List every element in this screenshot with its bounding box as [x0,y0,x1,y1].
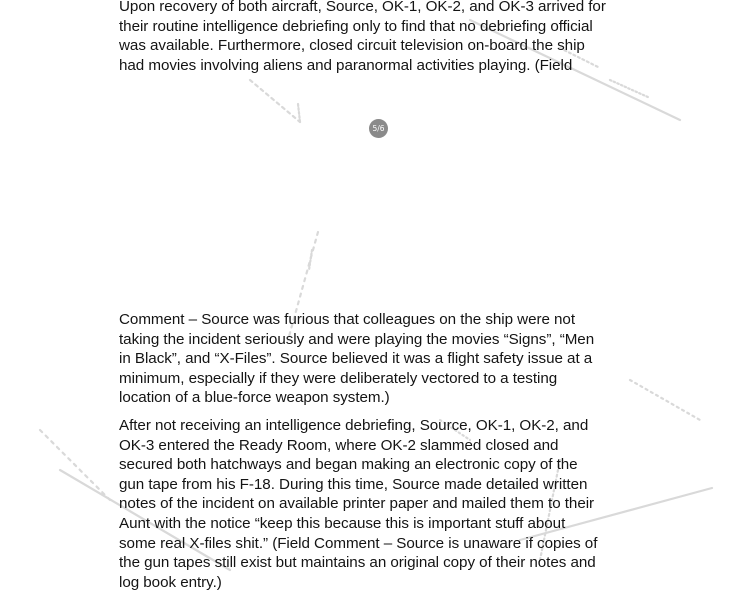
text-line: was available. Furthermore, closed circuit television on-board the ship [119,37,585,55]
text-line: gun tape from his F-18. During this time, Source made detailed written [119,475,588,493]
text-line: OK-3 entered the Ready Room, where OK-2 slammed closed and [119,436,559,454]
text-line: After not receiving an intelligence debriefing, Source, OK-1, OK-2, and [119,417,589,434]
text-line: Aunt with the notice “keep this because this is important stuff about [119,514,566,532]
text-line: their routine intelligence debriefing only to find that no debriefing official [119,17,593,35]
text-line: in Black”, and “X-Files”. Source believed it was a flight safety issue at a [119,350,593,368]
text-line: some real X-files shit.” (Field Comment – Source is unaware if copies of [119,534,598,552]
text-line: log book entry.) [119,573,222,591]
text-line: notes of the incident on available printer paper and mailed them to their [119,495,595,513]
text-line: Comment – Source was furious that colleagues on the ship were not [119,311,576,328]
paragraph-1 [119,0,639,75]
text-line: Upon recovery of both aircraft, Source, OK-1, OK-2, and OK-3 arrived for [119,0,606,15]
page-number-badge: 5/6 [369,119,388,138]
text-line: taking the incident seriously and were playing the movies “Signs”, “Men [119,330,595,348]
text-line: the gun tapes still exist but maintains an original copy of their notes and [119,554,596,572]
text-line: location of a blue-force weapon system.) [119,389,390,407]
paragraph-3 [119,416,639,592]
text-line: minimum, especially if they were deliberately vectored to a testing [119,369,558,387]
text-line: had movies involving aliens and paranormal activities playing. (Field [119,56,573,74]
text-line: secured both hatchways and began making an electronic copy of the [119,456,578,474]
paragraph-2 [119,310,639,408]
